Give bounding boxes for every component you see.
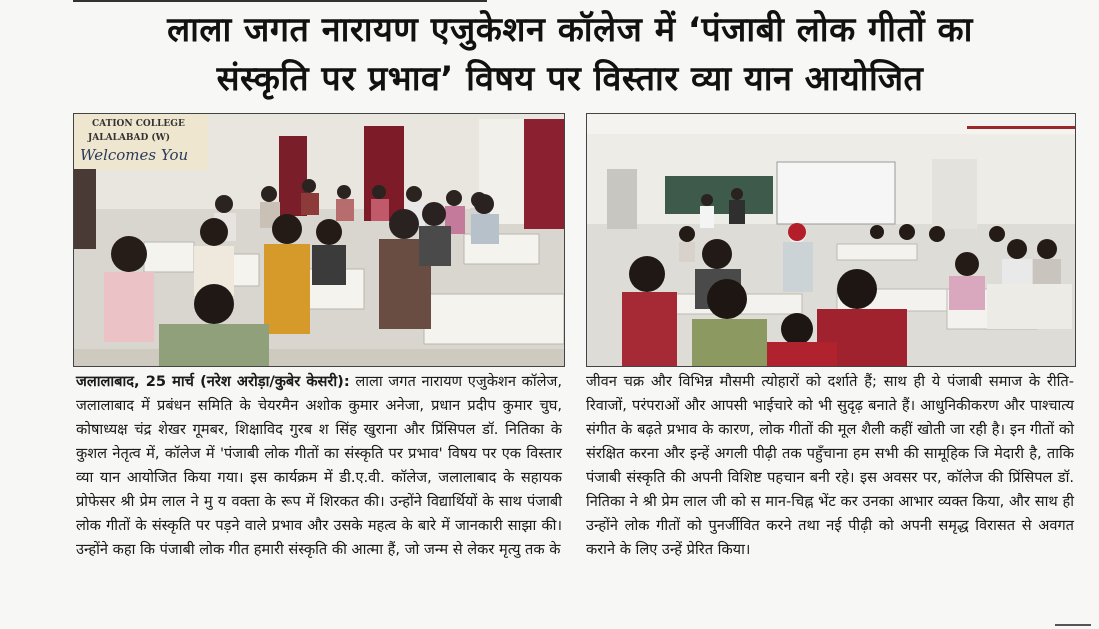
headline-line-1: लाला जगत नारायण एजुकेशन कॉलेज में ‘पंजाबी लोक गीतों का [167,10,973,50]
photo-right-lecture [586,113,1076,367]
article-column-left [76,370,562,562]
corner-mark [1055,624,1091,626]
banner-line-3: Welcomes You [80,146,189,164]
article-column-right [586,370,1074,562]
banner-line-2: JALALABAD (W) [88,133,171,143]
headline [60,6,1080,104]
article-body-left: लाला जगत नारायण एजुकेशन कॉलेज, जलालाबाद में प्रबंधन समिति के चेयरमैन अशोक कुमार अनेजा, प्रधान प्रदीप कुमार चुघ, कोषाध्यक्ष चंद्र शेखर गूमबर, शिक्षाविद गुरब श सिंह खुराना और प्रिंसिपल डॉ. नितिका के कुशल नेतृत्व में, कॉलेज में 'पंजाबी लोक गीतों का संस्कृति पर प्रभाव' विषय पर एक विस्तार व्या यान आयोजित किया गया। इस कार्यक्रम में डी.ए.वी. कॉलेज, जलालाबाद के सहायक प्रोफेसर श्री प्रेम लाल ने मु य वक्ता के रूप में शिरकत की। उन्होंने विद्यार्थियों के साथ पंजाबी लोक गीतों के संस्कृति पर पड़ने वाले प्रभाव और उसके महत्व के बारे में जानकारी साझा की। उन्होंने कहा कि पंजाबी लोक गीत हमारी संस्कृति की आत्मा हैं, जो जन्म से लेकर मृत्यु तक के [76,373,562,558]
headline-line-2: संस्कृति पर प्रभाव’ विषय पर विस्तार व्या यान आयोजित [216,59,924,99]
photo-left-classroom [73,113,565,367]
dateline: जलालाबाद, 25 मार्च (नरेश अरोड़ा/कुबेर केसरी): [76,373,350,390]
banner-line-1: CATION COLLEGE [92,119,185,129]
article-body-right: जीवन चक्र और विभिन्न मौसमी त्योहारों को दर्शाते हैं; साथ ही ये पंजाबी समाज के रीति-रिवाजों, परंपराओं और आपसी भाईचारे को भी सुदृढ़ बनाते हैं। आधुनिकीकरण और पाश्चात्य संगीत के बढ़ते प्रभाव के कारण, लोक गीतों की मूल शैली कहीं खोती जा रही है। इन गीतों को संरक्षित करना और इन्हें अगली पीढ़ी तक पहुँचाना हम सभी की सामूहिक जि मेदारी है, ताकि पंजाबी संस्कृति की अपनी विशिष्ट पहचान बनी रहे। इस अवसर पर, कॉलेज की प्रिंसिपल डॉ. नितिका ने श्री प्रेम लाल जी को स मान-चिह्न भेंट कर उनका आभार व्यक्त किया, और साथ ही उन्होंने लोक गीतों को पुनर्जीवित करने तथा नई पीढ़ी को अपनी समृद्ध विरासत से अवगत कराने के लिए उन्हें प्रेरित किया। [586,373,1074,558]
top-rule [73,0,487,2]
